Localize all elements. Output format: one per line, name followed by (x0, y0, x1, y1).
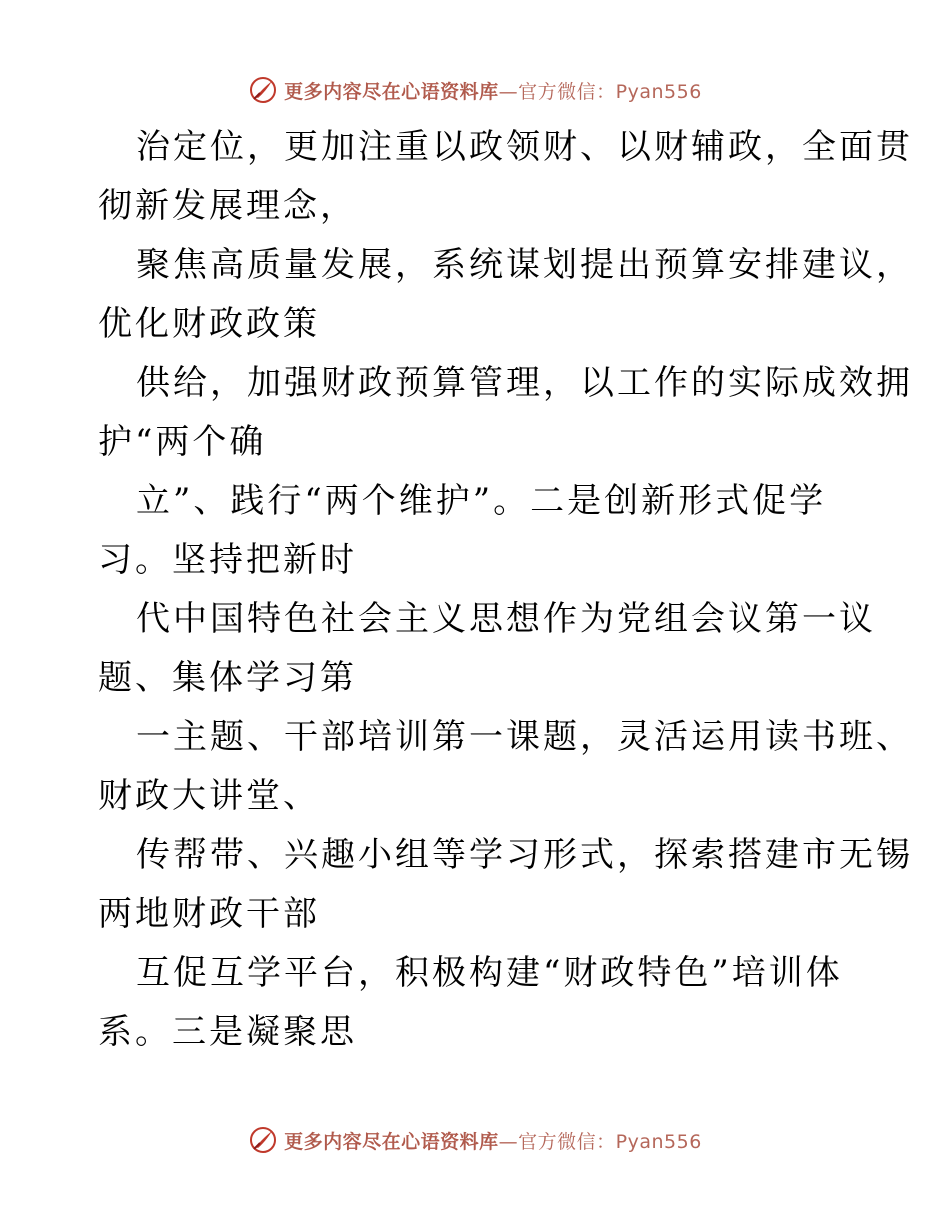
paragraph (98, 354, 913, 472)
paragraph-line: 治定位，更加注重以政领财、以财辅政，全面贯 (136, 127, 913, 167)
quill-pen-logo-icon (248, 75, 278, 105)
banner-dash: — (498, 1130, 519, 1153)
paragraph-line: 题、集体学习第 (98, 658, 357, 698)
paragraph-line: 代中国特色社会主义思想作为党组会议第一议 (136, 599, 876, 639)
paragraph (98, 590, 876, 708)
paragraph-line: 优化财政政策 (98, 304, 320, 344)
banner-text (284, 77, 702, 104)
header-banner (0, 70, 950, 110)
paragraph (98, 236, 913, 354)
paragraph (98, 118, 913, 236)
paragraph-line: 传帮带、兴趣小组等学习形式，探索搭建市无锡 (136, 835, 913, 875)
paragraph-line: 护“两个确 (98, 422, 267, 462)
paragraph (98, 944, 858, 1062)
banner-main-text: 更多内容尽在心语资料库 (284, 1130, 499, 1153)
paragraph-line: 立”、践行“两个维护”。二是创新形式促学 (136, 481, 827, 521)
paragraph-line: 供给，加强财政预算管理，以工作的实际成效拥 (136, 363, 913, 403)
banner-main-text: 更多内容尽在心语资料库 (284, 80, 499, 103)
banner-suffix-text: 官方微信：Pyan556 (518, 1130, 702, 1153)
paragraph-line: 一主题、干部培训第一课题，灵活运用读书班、 (136, 717, 913, 757)
paragraph-line: 互促互学平台，积极构建“财政特色”培训体 (136, 953, 843, 993)
paragraph-line: 习。坚持把新时 (98, 540, 357, 580)
paragraph (98, 472, 858, 590)
paragraph (98, 708, 913, 826)
footer-banner (0, 1120, 950, 1160)
paragraph-line: 财政大讲堂、 (98, 776, 320, 816)
paragraph-line: 聚焦高质量发展，系统谋划提出预算安排建议， (136, 245, 913, 285)
quill-pen-logo-icon (248, 1125, 278, 1155)
paragraph-line: 两地财政干部 (98, 894, 320, 934)
banner-text (284, 1127, 702, 1154)
banner-dash: — (498, 80, 519, 103)
document-body (98, 118, 913, 1062)
paragraph-line: 系。三是凝聚思 (98, 1012, 357, 1052)
paragraph (98, 826, 913, 944)
paragraph-line: 彻新发展理念， (98, 186, 357, 226)
banner-suffix-text: 官方微信：Pyan556 (518, 80, 702, 103)
